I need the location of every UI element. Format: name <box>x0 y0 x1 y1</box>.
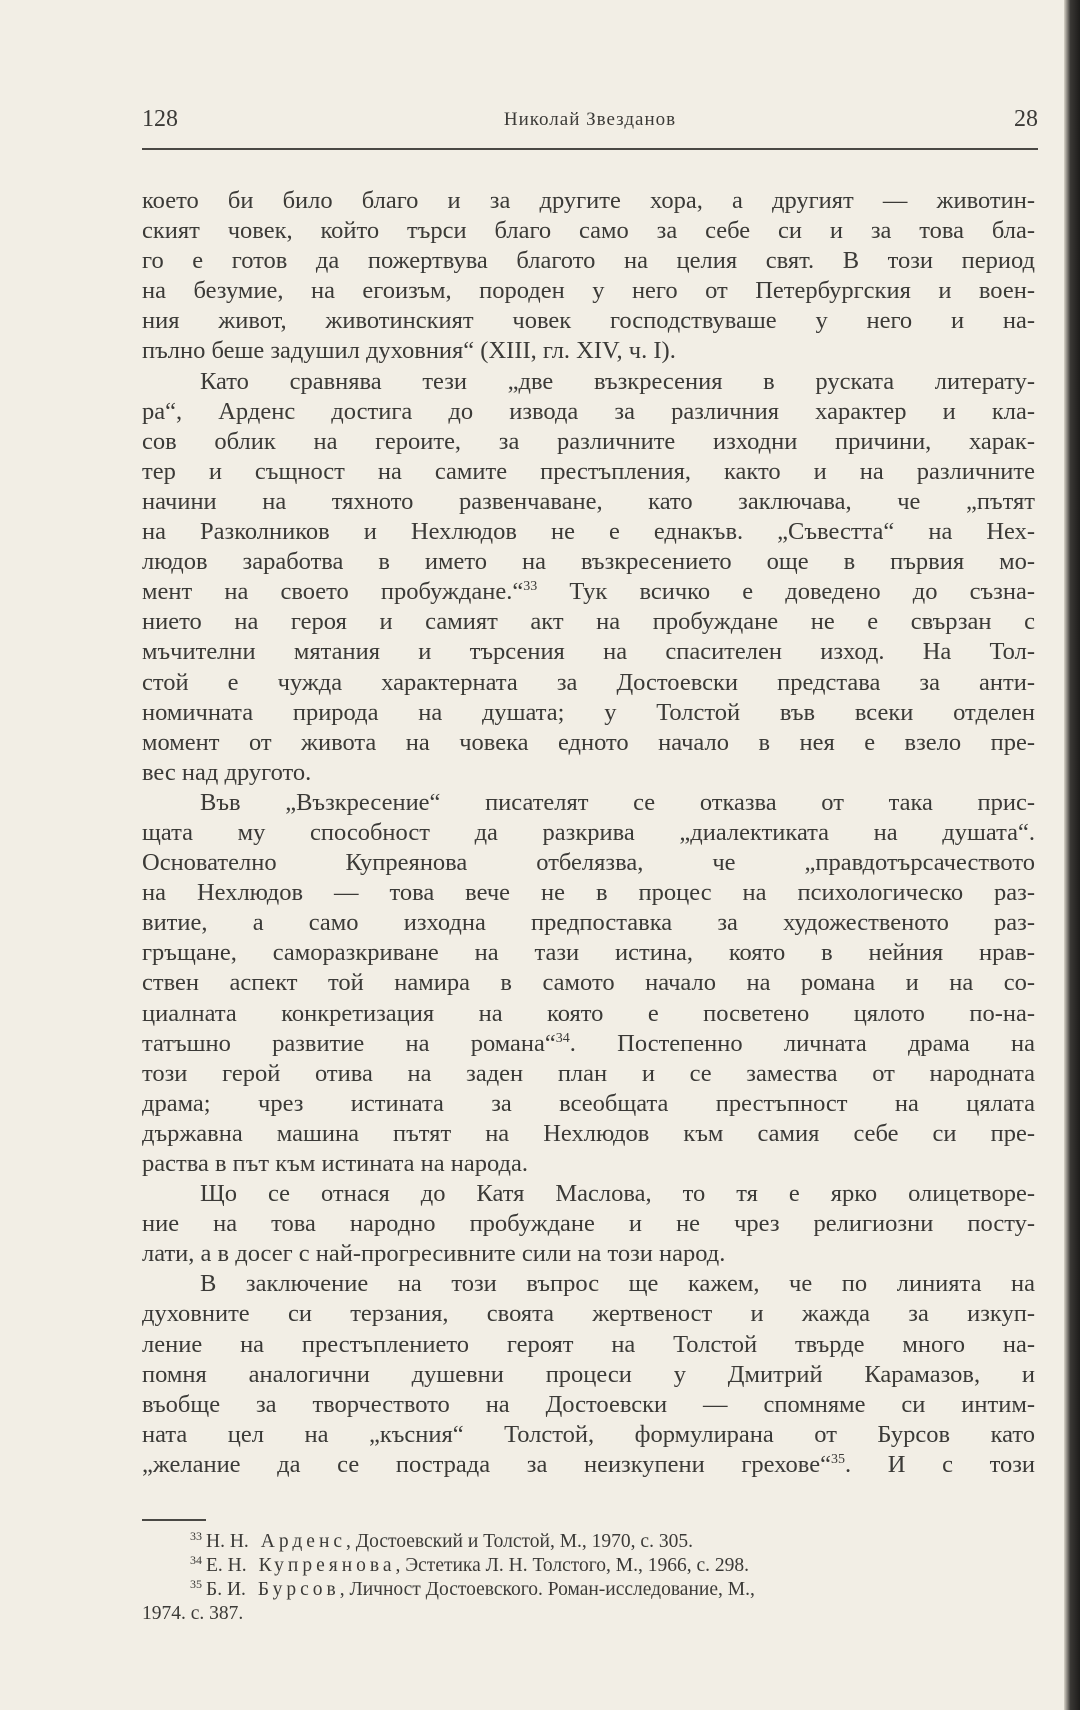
text-line <box>142 547 1035 577</box>
text-segment: В заключение на този въпрос ще кажем, че по линията на <box>200 1270 1035 1298</box>
text-line <box>142 818 1035 848</box>
footnote-citation: , Личност Достоевского. Роман-исследование, М., <box>339 1579 755 1600</box>
text-line <box>142 397 1035 427</box>
footnote-reference[interactable]: 35 <box>830 1451 845 1467</box>
text-line <box>142 698 1035 728</box>
text-line <box>142 1299 1035 1329</box>
footnote-reference[interactable]: 33 <box>523 579 538 595</box>
text-segment: драма; чрез истината за всеобщата престъпност на цялата <box>142 1089 1035 1117</box>
text-segment: витие, а само изходна предпоставка за художественото раз- <box>142 909 1035 937</box>
text-segment: момент от живота на човека едното начало в нея е взело пре- <box>142 728 1035 756</box>
text-segment: на безумие, на егоизъм, породен у него от Петербургския и воен- <box>142 277 1035 305</box>
section-number: 28 <box>1014 106 1038 132</box>
text-line <box>142 1269 1035 1299</box>
text-line <box>142 1149 1035 1179</box>
text-line <box>142 1420 1035 1450</box>
text-segment: ствен аспект той намира в самото начало на романа и на со- <box>142 969 1035 997</box>
text-segment: Тук всичко е доведено до съзна- <box>537 578 1035 606</box>
text-line <box>142 637 1035 667</box>
footnote-reference[interactable]: 34 <box>555 1030 570 1046</box>
text-line <box>142 999 1035 1029</box>
text-line <box>142 788 1035 818</box>
text-line <box>142 276 1035 306</box>
text-segment: ра“, Арденс достига до извода за различния характер и кла- <box>142 397 1035 425</box>
running-title: Николай Звезданов <box>503 109 677 130</box>
text-segment: „желание да се пострада за неизкупени грехове“ <box>142 1450 831 1478</box>
text-segment: мъчителни мятания и търсения на спасителен изход. На Тол- <box>142 638 1035 666</box>
text-segment: Във „Възкресение“ писателят се отказва от така прис- <box>200 788 1035 816</box>
text-line <box>142 758 1035 788</box>
footnotes <box>142 1530 1035 1626</box>
footnote-author: Арденс <box>260 1531 347 1552</box>
page-header <box>142 106 1038 138</box>
footnote-citation: , Достоевский и Толстой, М., 1970, с. 305. <box>346 1531 693 1552</box>
text-line <box>142 246 1035 276</box>
text-segment: тер и същност на самите престъпления, както и на различните <box>142 457 1035 485</box>
footnote <box>142 1530 1035 1554</box>
footnote-author: Бурсов <box>257 1579 340 1600</box>
text-segment: гръщане, саморазкриване на тази истина, която в нейния нрав- <box>142 939 1035 967</box>
text-line <box>142 878 1035 908</box>
text-segment: стой е чужда характерната за Достоевски представа за анти- <box>142 668 1035 696</box>
text-segment: на Нехлюдов — това вече не в процес на психологическо раз- <box>142 879 1035 907</box>
text-segment: раства в път към истината на народа. <box>142 1150 528 1177</box>
header-rule <box>142 148 1038 150</box>
text-segment: ние на това народно пробуждане и не чрез религиозни посту- <box>142 1210 1035 1238</box>
text-line <box>142 487 1035 517</box>
text-segment: . И с този <box>844 1450 1035 1478</box>
book-spine-edge <box>1064 0 1080 1710</box>
text-line <box>142 216 1035 246</box>
text-line <box>142 1119 1035 1149</box>
text-segment: на Разколников и Нехлюдов не е еднакъв. „Съвестта“ на Нех- <box>142 518 1035 546</box>
text-segment: ната цел на „късния“ Толстой, формулирана от Бурсов като <box>142 1420 1035 1448</box>
text-segment: . Постепенно личната драма на <box>569 1029 1035 1057</box>
text-segment: ление на престъплението героят на Толстой твърде много на- <box>142 1330 1035 1358</box>
text-line <box>142 1089 1035 1119</box>
text-segment: Основателно Купреянова отбелязва, че „правдотърсачеството <box>142 849 1035 877</box>
paragraph <box>142 788 1035 1179</box>
text-segment: пълно беше задушил духовния“ (XIII, гл. XIV, ч. I). <box>142 337 676 365</box>
text-line <box>142 186 1035 216</box>
footnote-author: Купреянова <box>258 1555 396 1576</box>
text-line <box>142 908 1035 938</box>
footnote-separator <box>142 1519 206 1521</box>
text-segment: сов облик на героите, за различните изходни причини, харак- <box>142 427 1035 455</box>
footnote-initials: Б. И. <box>206 1579 246 1600</box>
text-segment: людов заработва в името на възкресението още в първия мо- <box>142 548 1035 576</box>
text-line <box>142 728 1035 758</box>
text-segment: ния живот, животинският човек господствуваше у него и на- <box>142 307 1035 335</box>
text-line <box>142 848 1035 878</box>
text-line <box>142 968 1035 998</box>
footnote <box>142 1578 1035 1602</box>
text-segment: лати, а в досег с най-прогресивните сили на този народ. <box>142 1240 726 1268</box>
text-segment: щата му способност да разкрива „диалектиката на душата“. <box>142 818 1035 846</box>
footnote <box>142 1554 1035 1578</box>
text-line <box>142 457 1035 487</box>
text-line <box>142 306 1035 336</box>
text-line <box>142 1450 1035 1480</box>
footnote-continuation: 1974. с. 387. <box>142 1603 244 1624</box>
text-segment: държавна машина пътят на Нехлюдов към самия себе си пре- <box>142 1119 1035 1147</box>
text-line <box>142 668 1035 698</box>
paragraph <box>142 186 1035 367</box>
body-text <box>142 186 1035 1480</box>
text-segment: го е готов да пожертвува благото на целия свят. В този период <box>142 247 1035 275</box>
footnote-citation: , Эстетика Л. Н. Толстого, М., 1966, с. 298. <box>395 1555 750 1576</box>
text-segment: което би било благо и за другите хора, а другият — животин- <box>142 187 1035 214</box>
text-segment: духовните си терзания, своята жертвеност и жажда за изкуп- <box>142 1300 1035 1328</box>
text-segment: помня аналогични душевни процеси у Дмитрий Карамазов, и <box>142 1360 1035 1388</box>
text-line <box>142 1330 1035 1360</box>
text-segment: номичната природа на душата; у Толстой във всеки отделен <box>142 698 1035 726</box>
footnote-initials: Н. Н. <box>206 1531 249 1552</box>
text-line <box>142 607 1035 637</box>
footnote-number: 33 <box>190 1529 202 1543</box>
text-segment: мент на своето пробуждане.“ <box>142 578 524 606</box>
text-line <box>142 938 1035 968</box>
text-line <box>142 577 1035 607</box>
text-line <box>142 367 1035 397</box>
text-line <box>142 427 1035 457</box>
paragraph <box>142 1179 1035 1269</box>
paragraph <box>142 1269 1035 1480</box>
footnote-number: 35 <box>190 1577 202 1591</box>
text-line <box>142 1360 1035 1390</box>
text-line <box>142 1390 1035 1420</box>
text-segment: вес над другото. <box>142 758 312 786</box>
text-line <box>142 1239 1035 1269</box>
page-number: 128 <box>142 106 178 132</box>
text-line <box>142 1059 1035 1089</box>
text-segment: начини на тяхното развенчаване, като заключава, че „пътят <box>142 487 1035 515</box>
text-segment: Що се отнася до Катя Маслова, то тя е ярко олицетворе- <box>200 1180 1035 1208</box>
text-segment: ският човек, който търси благо само за себе си и за това бла- <box>142 217 1035 245</box>
text-line <box>142 1029 1035 1059</box>
text-segment: въобще за творчеството на Достоевски — спомняме си интим- <box>142 1390 1035 1418</box>
text-line <box>142 1179 1035 1209</box>
footnote-initials: Е. Н. <box>206 1555 247 1576</box>
text-segment: този герой отива на заден план и се замества от народната <box>142 1059 1035 1087</box>
text-line <box>142 1209 1035 1239</box>
footnote-number: 34 <box>190 1553 202 1567</box>
text-segment: нието на героя и самият акт на пробуждане не е свързан с <box>142 608 1035 636</box>
text-segment: Като сравнява тези „две възкресения в руската литерату- <box>200 367 1035 395</box>
text-segment: татъшно развитие на романа“ <box>142 1029 556 1057</box>
text-line <box>142 517 1035 547</box>
paragraph <box>142 367 1035 788</box>
text-line <box>142 336 1035 366</box>
text-segment: циалната конкретизация на която е посветено цялото по-на- <box>142 999 1035 1027</box>
